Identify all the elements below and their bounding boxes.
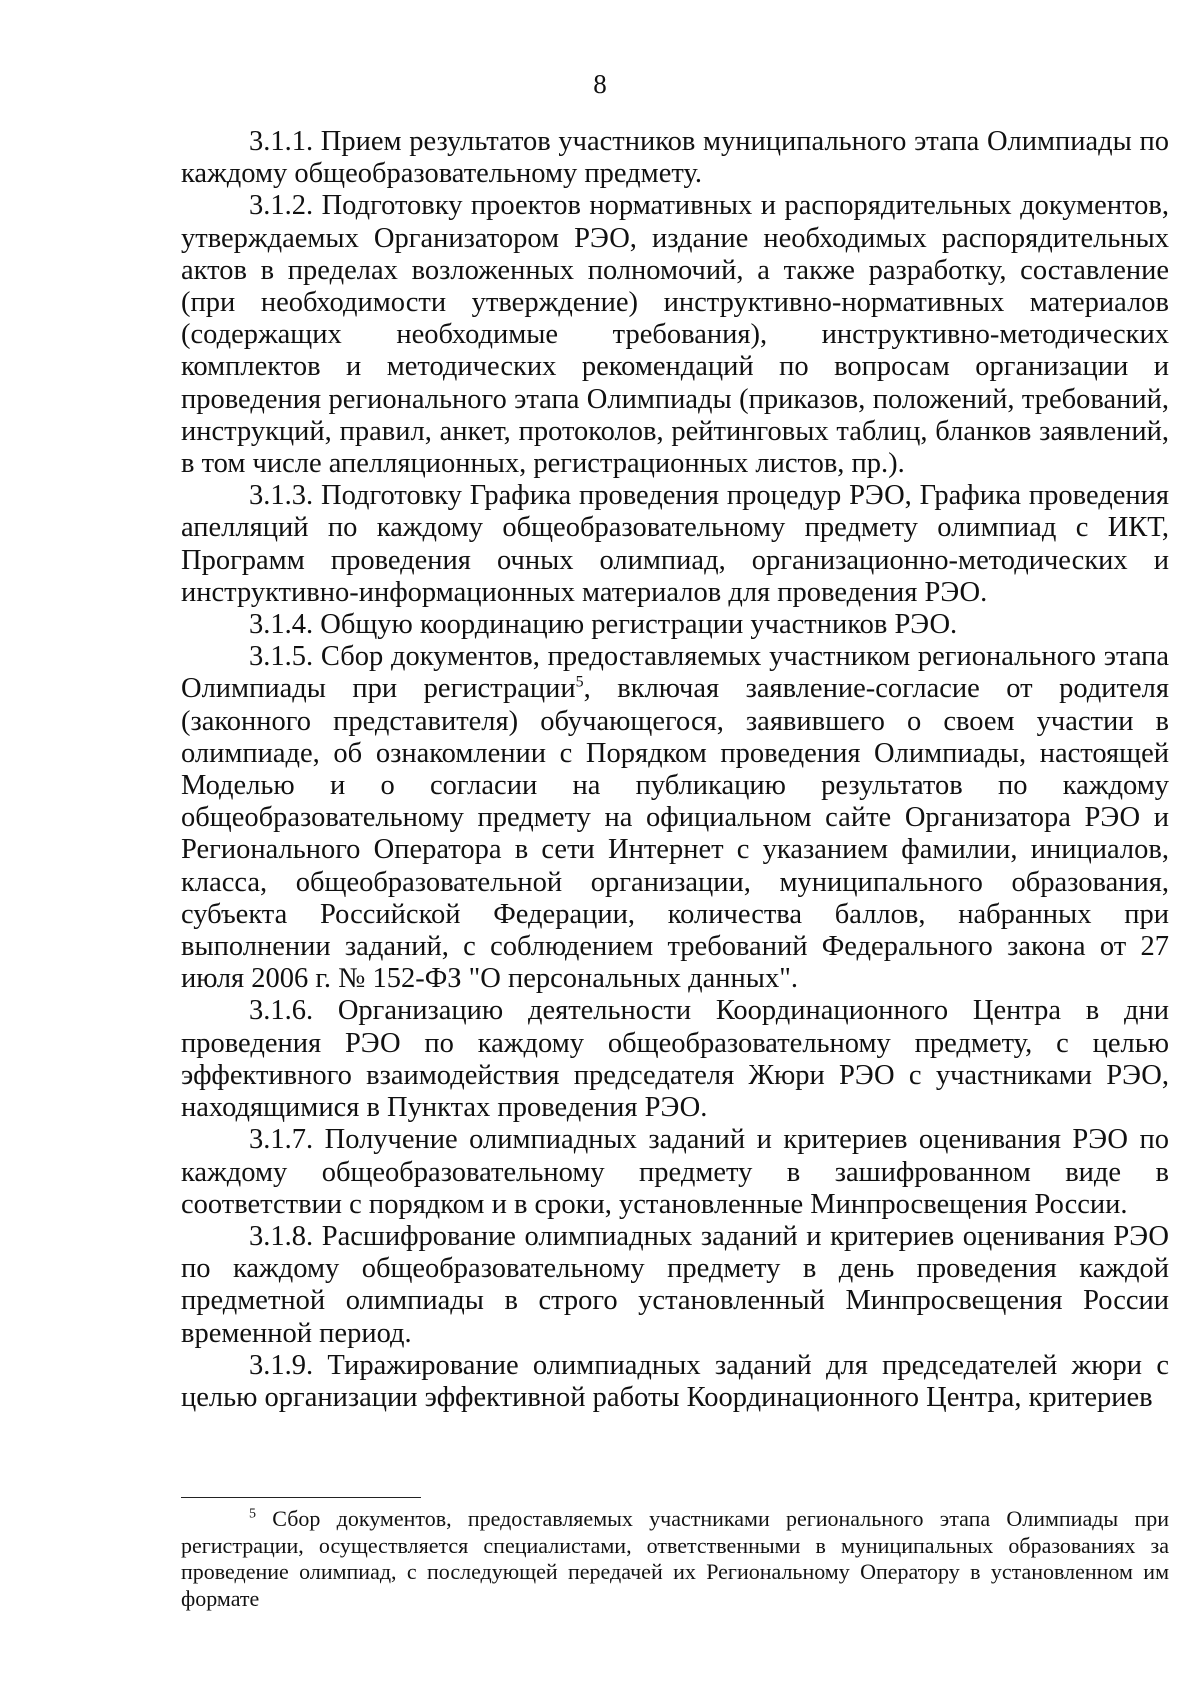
paragraph-3-1-6: 3.1.6. Организацию деятельности Координационного Центра в дни проведения РЭО по каждому общеобразовательному предмету, с целью эффективного взаимодействия председателя Жюри РЭО с участниками РЭО, находящимися в Пунктах проведения РЭО. bbox=[181, 995, 1169, 1124]
paragraph-3-1-9: 3.1.9. Тиражирование олимпиадных заданий для председателей жюри с целью организации эффективной работы Координационного Центра, критериев bbox=[181, 1349, 1169, 1413]
footnote-reference: 5 bbox=[575, 673, 584, 691]
page-number: 8 bbox=[593, 69, 607, 99]
paragraph-3-1-4: 3.1.4. Общую координацию регистрации участников РЭО. bbox=[249, 609, 958, 641]
paragraph-3-1-2: 3.1.2. Подготовку проектов нормативных и распорядительных документов, утверждаемых Организатором РЭО, издание необходимых распорядительных актов в пределах возложенных полномочий, а также разработку, составление (при необходимости утверждение) инструктивно-нормативных материалов (содержащих необходимые требования), инструктивно-методических комплектов и методических рекомендаций по вопросам организации и проведения регионального этапа Олимпиады (приказов, положений, требований, инструкций, правил, анкет, протоколов, рейтинговых таблиц, бланков заявлений, в том числе апелляционных, регистрационных листов, пр.). bbox=[181, 190, 1169, 480]
footnote bbox=[181, 1506, 1169, 1612]
paragraph-3-1-1: 3.1.1. Прием результатов участников муниципального этапа Олимпиады по каждому общеобразовательному предмету. bbox=[181, 126, 1169, 190]
footnote-marker: 5 bbox=[249, 1506, 256, 1522]
document-body bbox=[181, 126, 1169, 1414]
paragraph-3-1-3: 3.1.3. Подготовку Графика проведения процедур РЭО, Графика проведения апелляций по каждому общеобразовательному предмету олимпиад с ИКТ, Программ проведения очных олимпиад, организационно-методических и инструктивно-информационных материалов для проведения РЭО. bbox=[181, 480, 1169, 608]
paragraph-3-1-5-text-start: 3.1.5. Сбор документов, предоставляемых участником регионального этапа Олимпиады при регистрации bbox=[181, 641, 1169, 705]
paragraph-3-1-7: 3.1.7. Получение олимпиадных заданий и критериев оценивания РЭО по каждому общеобразовательному предмету в зашифрованном виде в соответствии с порядком и в сроки, установленные Минпросвещения России. bbox=[181, 1124, 1169, 1220]
paragraph-3-1-5 bbox=[181, 641, 1169, 995]
paragraph-3-1-5-text-end: , включая заявление-согласие от родителя (законного представителя) обучающегося, заявившего о своем участии в олимпиаде, об ознакомлении с Порядком проведения Олимпиады, настоящей Моделью и о согласии на публикацию результатов по каждому общеобразовательному предмету на официальном сайте Организатора РЭО и Регионального Оператора в сети Интернет с указанием фамилии, инициалов, класса, общеобразовательной организации, муниципального образования, субъекта Российской Федерации, количества баллов, набранных при выполнении заданий, с соблюдением требований Федерального закона от 27 июля 2006 г. № 152-ФЗ "О персональных данных". bbox=[181, 673, 1169, 995]
paragraph-3-1-8: 3.1.8. Расшифрование олимпиадных заданий и критериев оценивания РЭО по каждому общеобразовательному предмету в день проведения каждой предметной олимпиады в строго установленный Минпросвещения России временной период. bbox=[181, 1220, 1169, 1349]
footnote-text: Сбор документов, предоставляемых участниками регионального этапа Олимпиады при регистрации, осуществляется специалистами, ответственными в муниципальных образованиях за проведение олимпиад, с последующей передачей их Региональному Оператору в установленном им формате bbox=[181, 1506, 1169, 1611]
footnote-divider bbox=[181, 1497, 421, 1498]
